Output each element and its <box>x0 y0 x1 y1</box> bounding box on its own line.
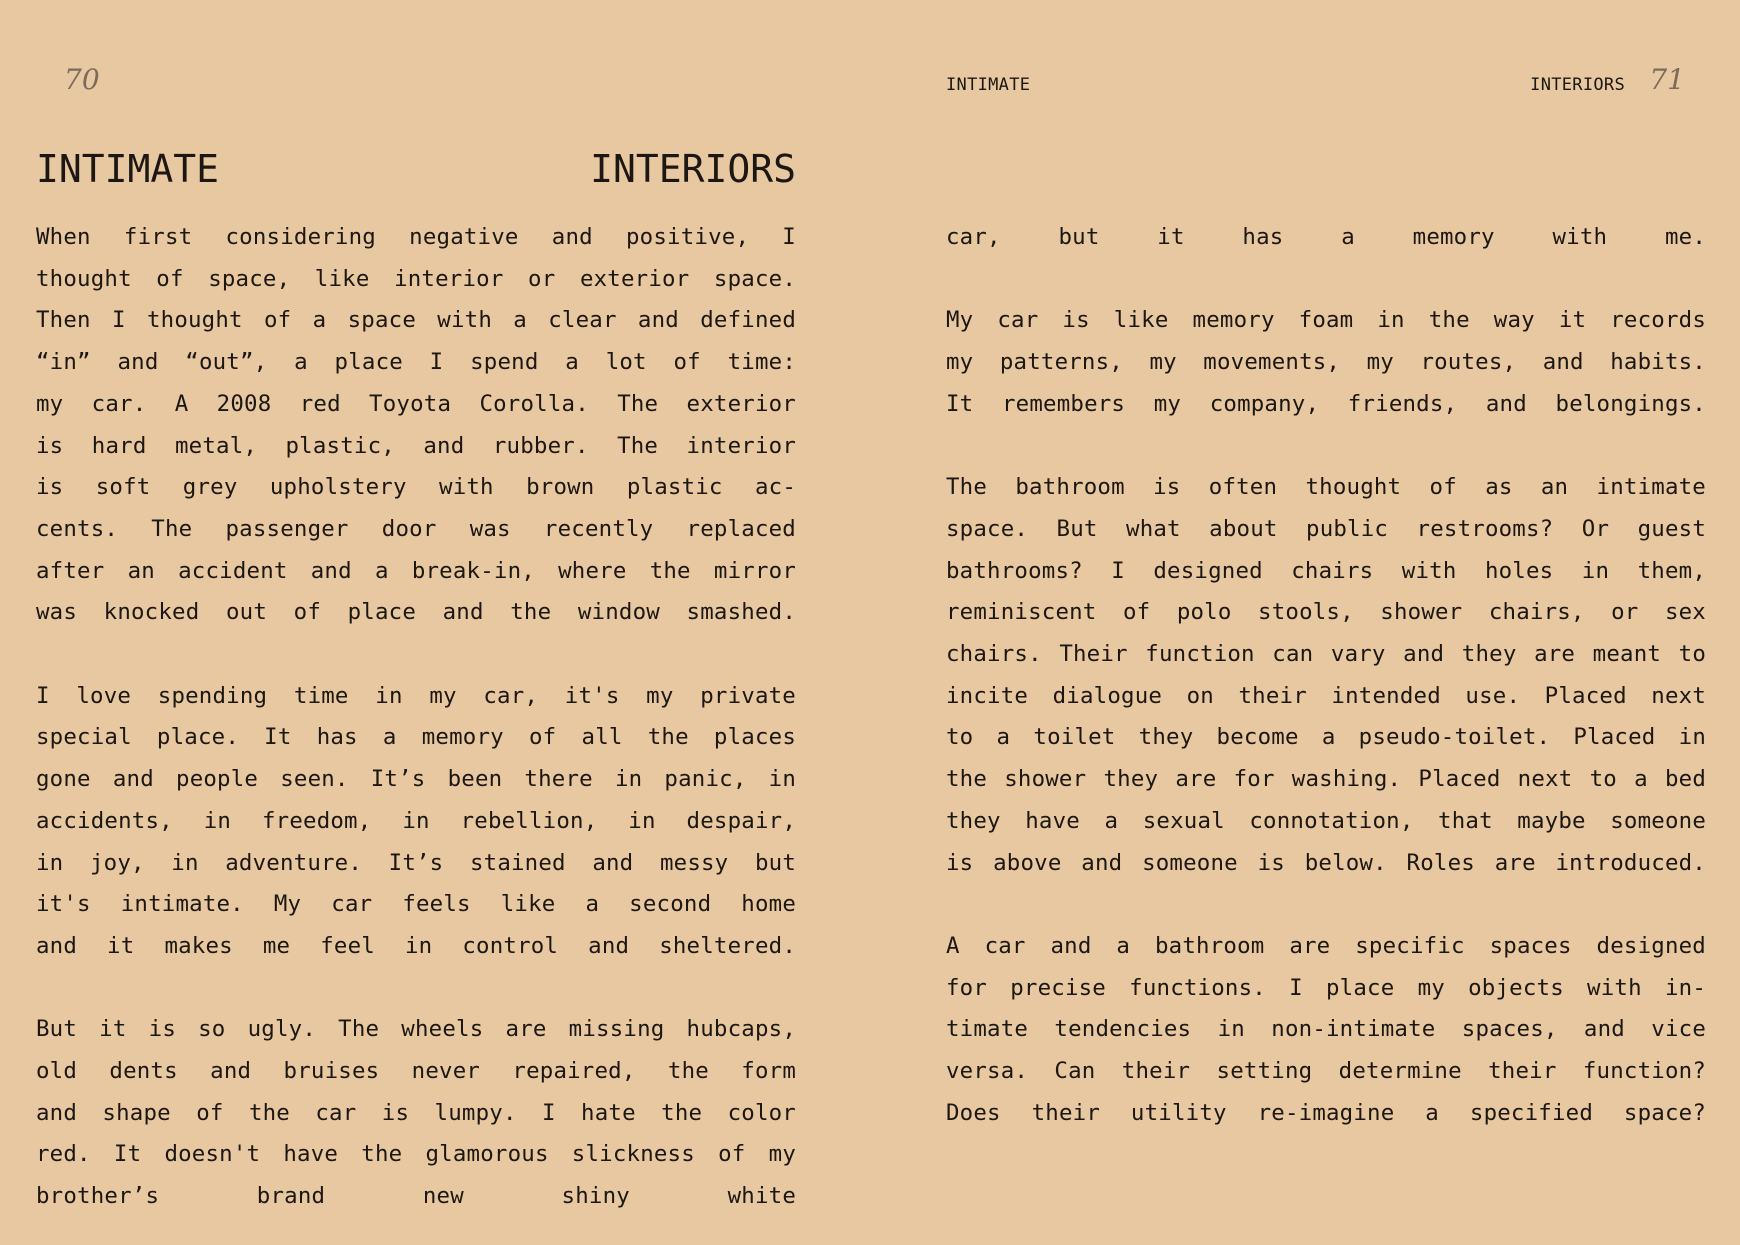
paragraph <box>36 1009 796 1218</box>
text-line: red. It doesn't have the glamorous slickness of my <box>36 1141 796 1168</box>
text-line: cents. The passenger door was recently replaced <box>36 515 796 542</box>
text-line: and it makes me feel in control and sheltered. <box>36 932 796 959</box>
paragraph <box>36 676 796 968</box>
paragraph <box>946 926 1706 1135</box>
text-line: was knocked out of place and the window smashed. <box>36 599 796 626</box>
text-line: thought of space, like interior or exterior space. <box>36 265 796 292</box>
text-line: chairs. Their function can vary and they are meant to <box>946 641 1706 667</box>
text-line: The bathroom is often thought of as an intimate <box>946 474 1706 501</box>
text-line: bathrooms? I designed chairs with holes in them, <box>946 557 1706 584</box>
text-line: Then I thought of a space with a clear and defined <box>36 307 796 334</box>
text-line: in joy, in adventure. It’s stained and messy but <box>36 849 796 876</box>
text-line: to a toilet they become a pseudo-toilet. Placed in <box>946 724 1706 751</box>
text-line: special place. It has a memory of all the places <box>36 724 796 751</box>
text-line: timate tendencies in non-intimate spaces, and vice <box>946 1016 1706 1043</box>
text-line: versa. Can their setting determine their function? <box>946 1058 1706 1085</box>
text-line: space. But what about public restrooms? Or guest <box>946 515 1706 542</box>
text-line: A car and a bathroom are specific spaces designed <box>946 932 1706 959</box>
text-line: “in” and “out”, a place I spend a lot of time: <box>36 349 796 376</box>
chapter-title-right-word: INTERIORS <box>590 147 796 191</box>
text-line: it's intimate. My car feels like a second home <box>36 891 796 918</box>
text-line: my patterns, my movements, my routes, and habits. <box>946 349 1706 376</box>
text-line: It remembers my company, friends, and belongings. <box>946 390 1706 417</box>
chapter-title-left-word: INTIMATE <box>36 147 220 191</box>
right-page <box>870 0 1740 1245</box>
page-number-left: 70 <box>64 63 100 96</box>
text-line: incite dialogue on their intended use. Placed next <box>946 682 1706 709</box>
right-body-text <box>946 217 1706 1134</box>
text-line: accidents, in freedom, in rebellion, in despair, <box>36 807 796 834</box>
text-line: I love spending time in my car, it's my private <box>36 682 796 709</box>
text-line: is soft grey upholstery with brown plastic ac- <box>36 474 796 501</box>
text-line: But it is so ugly. The wheels are missing hubcaps, <box>36 1016 796 1043</box>
page-number-right: 71 <box>1649 63 1685 96</box>
text-line: old dents and bruises never repaired, the form <box>36 1058 796 1085</box>
running-head-right: INTERIORS <box>1530 75 1625 95</box>
text-line: reminiscent of polo stools, shower chairs, or sex <box>946 599 1706 626</box>
text-line: for precise functions. I place my objects with in- <box>946 974 1706 1001</box>
text-line: is hard metal, plastic, and rubber. The interior <box>36 432 796 459</box>
text-line: they have a sexual connotation, that maybe someone <box>946 807 1706 834</box>
text-line: the shower they are for washing. Placed next to a bed <box>946 766 1706 793</box>
paragraph <box>946 217 1706 259</box>
chapter-title <box>36 147 796 191</box>
paragraph <box>36 217 796 634</box>
text-line: When first considering negative and positive, I <box>36 224 796 250</box>
text-line: My car is like memory foam in the way it records <box>946 307 1706 334</box>
text-line: and shape of the car is lumpy. I hate the color <box>36 1099 796 1126</box>
text-line: after an accident and a break-in, where the mirror <box>36 557 796 584</box>
text-line: car, but it has a memory with me. <box>946 224 1706 250</box>
text-line: Does their utility re-imagine a specified space? <box>946 1099 1706 1126</box>
left-body-text <box>36 217 796 1218</box>
text-line: my car. A 2008 red Toyota Corolla. The exterior <box>36 390 796 417</box>
text-line: brother’s brand new shiny white <box>36 1183 796 1210</box>
text-line: is above and someone is below. Roles are introduced. <box>946 849 1706 876</box>
paragraph <box>946 467 1706 884</box>
paragraph <box>946 300 1706 425</box>
text-line: gone and people seen. It’s been there in panic, in <box>36 766 796 793</box>
running-head-left: INTIMATE <box>946 75 1031 95</box>
